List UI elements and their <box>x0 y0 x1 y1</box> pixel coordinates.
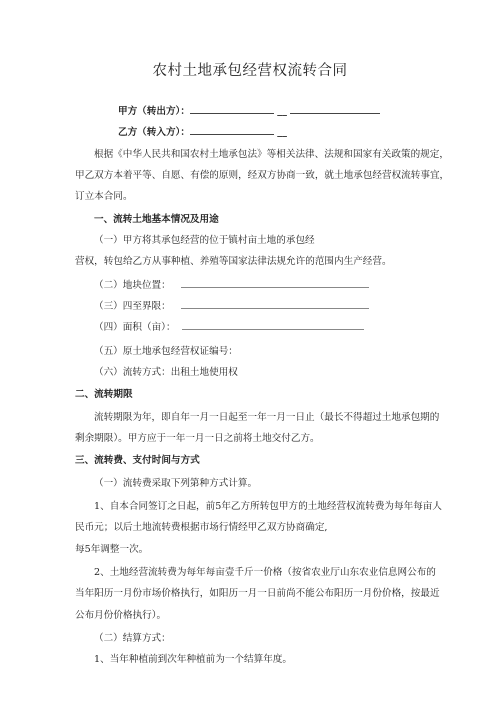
s3-item-1-line-3: 每5年调整一次。 <box>75 544 149 555</box>
intro-line-2: 甲乙双方本着平等、自愿、有偿的原则，经双方协商一致，就土地承包经营权流转事宜， <box>75 170 450 181</box>
party-a-name-blank <box>190 103 274 114</box>
s3-sub-1: （一）流转费采取下列第种方式计算。 <box>94 478 258 489</box>
s1-cert-line: （五）原土地承包经营权证编号： <box>94 346 238 357</box>
party-a-line <box>118 103 380 118</box>
s1-boundary-line <box>94 298 369 313</box>
section-1-heading: 一、流转土地基本情况及用途 <box>94 214 219 225</box>
s3-item-2-line-2: 当年阳历一月份市场价格执行，如阳历一月一日前尚不能公布阳历一月份价格，按最近 <box>75 588 440 599</box>
party-b-separator: __ <box>277 127 287 138</box>
intro-line-3: 订立本合同。 <box>75 191 133 202</box>
area-blank <box>182 319 364 330</box>
location-blank <box>181 277 369 288</box>
s3-item-2-line-1: 2、土地经营流转费为每年每亩壹千斤一价格（按省农业厅山东农业信息网公布的 <box>94 567 436 578</box>
s3-item-2-line-3: 公布月份价格执行）。 <box>75 610 167 621</box>
document-title: 农村土地承包经营权流转合同 <box>152 63 348 79</box>
s3-item-1-line-2: 民币元；以后土地流转费根据市场行情经甲乙双方协商确定, <box>75 522 328 533</box>
party-a-label: 甲方（转出方）： <box>118 106 190 117</box>
s3-sub-2: （二）结算方式： <box>94 633 171 644</box>
boundary-blank <box>181 298 369 309</box>
party-b-name-blank <box>190 124 274 135</box>
party-a-separator: __ <box>277 106 287 117</box>
s2-line-1: 流转期限为年，即自年一月一日起至一年一月一日止（最长不得超过土地承包期的 <box>94 412 440 423</box>
s2-line-2: 剩余期限）。甲方应于一年一月一日之前将土地交付乙方。 <box>75 433 320 444</box>
s1-item-1-line-2: 营权，转包给乙方从事种植、养殖等国家法律法规允许的范围内生产经营。 <box>75 256 392 267</box>
party-a-extra-blank <box>290 103 380 114</box>
intro-line-1: 根据《中华人民共和国农村土地承包法》等相关法律、法规和国家有关政策的规定， <box>94 149 449 160</box>
section-3-heading: 三、流转费、支付时间与方式 <box>75 455 200 466</box>
location-label: （二）地块位置： <box>94 280 171 291</box>
s1-method-line: （六）流转方式：出租土地使用权 <box>94 367 238 378</box>
s1-location-line <box>94 277 369 292</box>
s3-sub-2-item-1: 1、当年种植前到次年种植前为一个结算年度。 <box>94 654 292 665</box>
party-b-label: 乙方（转入方）： <box>118 127 190 138</box>
area-label: （四）面积（亩）： <box>94 322 176 333</box>
s1-item-1-line-1: （一）甲方将其承包经营的位于镇村亩土地的承包经 <box>94 235 315 246</box>
s1-area-line <box>94 319 364 334</box>
boundary-label: （三）四至界限： <box>94 301 171 312</box>
party-b-line <box>118 124 287 139</box>
s3-item-1-line-1: 1、自本合同签订之日起，前5年乙方所转包甲方的土地经营权流转费为每年每亩人 <box>94 501 442 512</box>
section-2-heading: 二、流转期限 <box>75 389 133 400</box>
